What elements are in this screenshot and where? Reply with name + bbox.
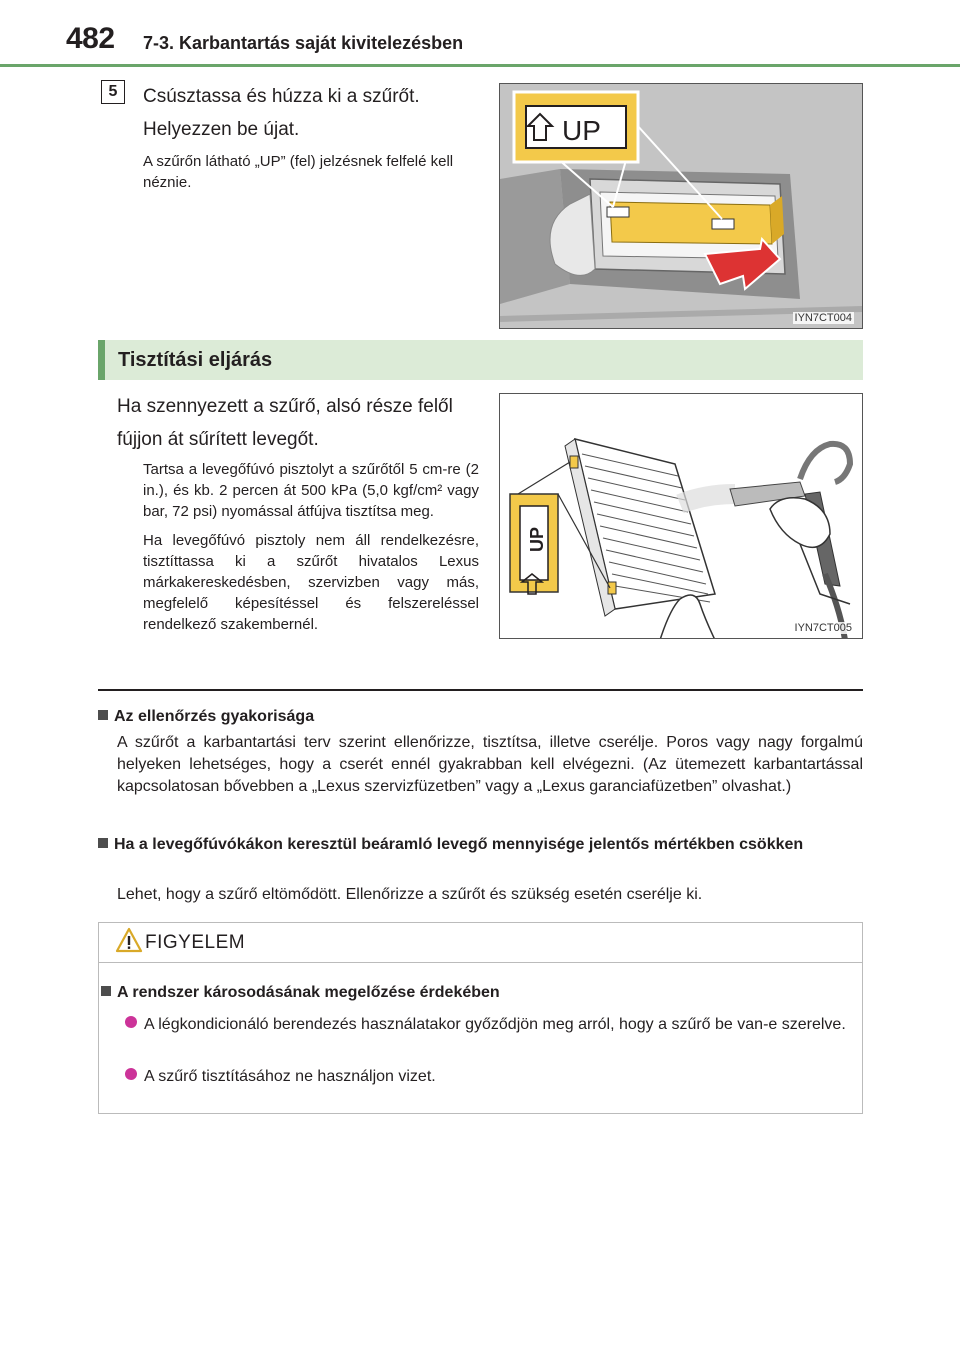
figure-code: IYN7CT004 — [794, 312, 852, 324]
filter-cleaning-drawing — [500, 394, 863, 639]
up-label-large: UP — [562, 115, 601, 146]
warning-item: A szűrő tisztításához ne használjon vizet. — [125, 1064, 858, 1089]
cleaning-notes — [143, 459, 479, 643]
airflow-body: Lehet, hogy a szűrő eltömődött. Ellenőrizze a szűrőt és szükség esetén cserélje ki. — [117, 886, 703, 903]
warning-item: A légkondicionáló berendezés használatakor győződjön meg arról, hogy a szűrő be van-e szerelve. — [125, 1012, 858, 1037]
subheading-title: Tisztítási eljárás — [118, 349, 273, 371]
filter-removal-illustration — [499, 83, 863, 329]
step-note: A szűrőn látható „UP” (fel) jelzésnek felfelé kell néznie. — [143, 153, 454, 191]
subheading-accent — [98, 340, 105, 380]
inspection-frequency-heading: Az ellenőrzés gyakorisága — [98, 706, 863, 728]
filter-cleaning-illustration — [499, 393, 863, 639]
circle-bullet-icon — [125, 1068, 137, 1080]
circle-bullet-icon — [125, 1016, 137, 1028]
page-number: 482 — [66, 22, 115, 55]
cleaning-note-1: Tartsa a levegőfúvó pisztolyt a szűrőtől 5 cm-re (2 in.), és kb. 2 percen át 500 kPa (5,0 kgf/cm² vagy bar, 72 psi) nyomással átfújva tisztítsa meg. — [143, 461, 479, 520]
square-bullet-icon — [98, 838, 108, 848]
square-bullet-icon — [101, 986, 111, 996]
step-number-badge: 5 — [101, 80, 125, 104]
up-label-vertical: UP — [527, 526, 547, 552]
cleaning-instruction: Ha szennyezett a szűrő, alsó része felől fújjon át sűrített levegőt. — [117, 396, 453, 450]
warning-heading: A rendszer károsodásának megelőzése érdekében — [101, 984, 856, 1002]
figure-code: IYN7CT005 — [794, 622, 852, 634]
section-divider — [98, 689, 863, 691]
square-bullet-icon — [98, 710, 108, 720]
warning-title: FIGYELEM — [145, 932, 246, 953]
cleaning-note-2: Ha levegőfúvó pisztoly nem áll rendelkezésre, tisztíttassa ki a szűrőt hivatalos Lexus márkakereskedésben, szervizben vagy más, megfelelő képesítéssel és felszereléssel rendelkező szakembernél. — [143, 532, 479, 633]
warning-triangle-icon — [115, 927, 143, 958]
section-title: 7-3. Karbantartás saját kivitelezésben — [143, 33, 464, 53]
inspection-frequency-body: A szűrőt a karbantartási terv szerint ellenőrizze, tisztítsa, illetve cserélje. Poros vagy nagy forgalmú helyeken lehetséges, hogy a cserét ennél gyakrabban kell elvégezni. (Az ütemezett karbantartással kapcsolatosan bővebben a „Lexus szervizfüzetben” vagy a „Lexus garanciafüzetben” olvashat.) — [117, 734, 863, 795]
warning-title-rule — [98, 962, 863, 963]
filter-removal-drawing — [500, 84, 863, 329]
airflow-heading: Ha a levegőfúvókákon keresztül beáramló levegő mennyisége jelentős mértékben csökken — [98, 834, 863, 856]
header-rule — [0, 64, 960, 67]
step-instruction: Csúsztassa és húzza ki a szűrőt. Helyezzen be újat. — [143, 86, 420, 140]
